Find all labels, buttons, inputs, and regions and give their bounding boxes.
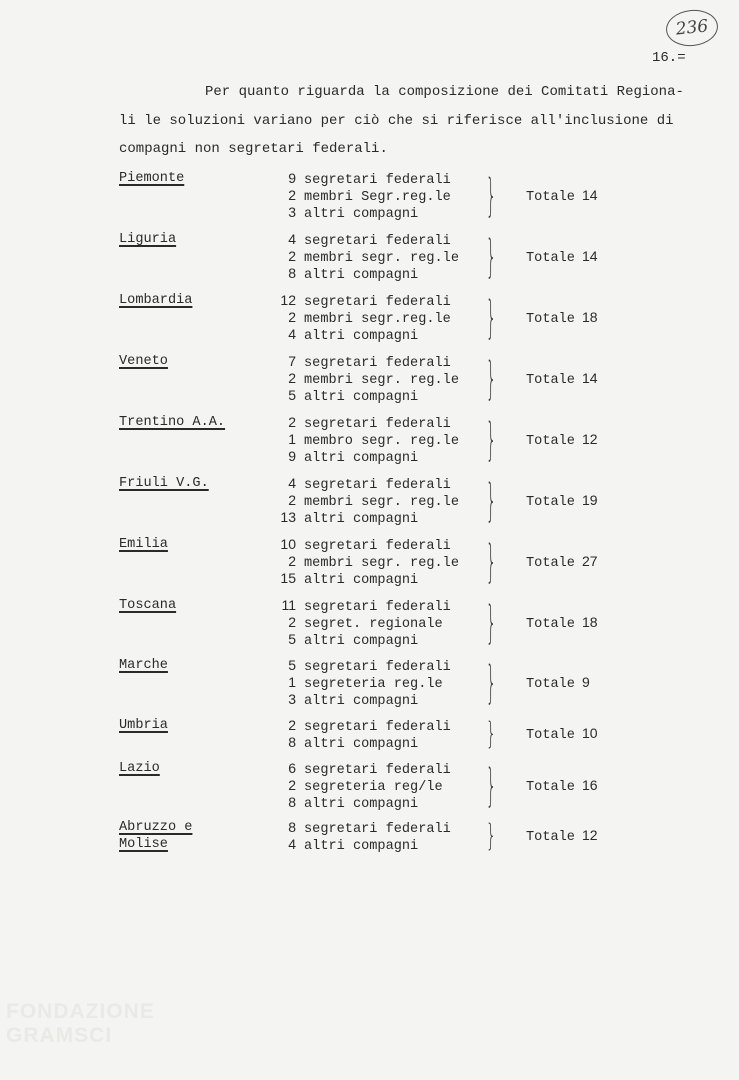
item-label: altri compagni — [304, 839, 419, 855]
item-label: segretari federali — [304, 720, 451, 735]
item-count: 12 — [280, 292, 296, 308]
item-line — [276, 691, 451, 708]
region-items — [276, 760, 451, 812]
region-items — [276, 819, 451, 853]
item-line — [276, 760, 451, 777]
region-name: Lombardia — [119, 293, 193, 308]
total-label: Totale — [526, 372, 575, 388]
region-row — [0, 536, 739, 590]
item-count: 2 — [288, 370, 296, 387]
intro-line: compagni non segretari federali. — [119, 141, 388, 157]
region-name: Veneto — [119, 354, 168, 369]
intro-line: li le soluzioni variano per ciò che si riferisce all'inclusione di — [119, 112, 674, 129]
item-line — [276, 187, 451, 204]
region-name: Marche — [119, 658, 168, 673]
total-value: 27 — [581, 552, 598, 569]
item-count: 2 — [288, 248, 296, 265]
region-total — [526, 309, 598, 327]
item-line — [276, 657, 451, 674]
watermark-line: FONDAZIONE — [6, 1000, 155, 1023]
brace-icon: } — [486, 290, 497, 344]
brace-icon: } — [486, 655, 497, 709]
item-line — [276, 326, 451, 343]
item-count: 2 — [288, 492, 296, 509]
item-line — [276, 231, 459, 248]
item-line — [276, 387, 459, 404]
item-line — [276, 553, 459, 570]
item-label: membri Segr.reg.le — [304, 190, 451, 206]
region-total — [526, 827, 598, 845]
region-name: Friuli V.G. — [119, 476, 209, 491]
item-label: segretari federali — [304, 600, 451, 615]
region-row — [0, 353, 739, 407]
item-label: altri compagni — [304, 207, 419, 223]
item-count: 2 — [288, 614, 296, 631]
brace-icon: } — [486, 817, 497, 853]
item-label: altri compagni — [304, 451, 419, 467]
item-line — [276, 597, 451, 614]
item-count: 9 — [288, 170, 296, 186]
page-number: 16.= — [652, 50, 686, 66]
region-row — [0, 292, 739, 346]
item-count: 8 — [288, 265, 296, 282]
intro-line: Per quanto riguarda la composizione dei Comitati Regiona- — [205, 84, 684, 100]
brace-icon: } — [486, 412, 497, 466]
intro-paragraph — [119, 78, 719, 164]
region-row — [0, 819, 739, 873]
item-count: 2 — [288, 777, 296, 794]
item-label: segretari federali — [304, 660, 451, 675]
region-name: Liguria — [119, 232, 177, 247]
region-total — [526, 553, 598, 571]
item-label: altri compagni — [304, 634, 419, 650]
region-total — [526, 187, 598, 205]
total-value: 12 — [581, 430, 598, 447]
item-line — [276, 819, 451, 836]
item-count: 2 — [288, 187, 296, 204]
total-value: 14 — [581, 247, 598, 264]
item-line — [276, 614, 451, 631]
region-total — [526, 431, 598, 449]
item-count: 6 — [288, 760, 296, 776]
watermark-logo — [6, 1000, 155, 1048]
region-row — [0, 475, 739, 529]
total-label: Totale — [526, 728, 575, 744]
region-row — [0, 170, 739, 224]
region-items — [276, 475, 459, 527]
watermark-line: GRAMSCI — [6, 1024, 113, 1047]
item-count: 2 — [288, 309, 296, 326]
brace-icon: } — [486, 168, 497, 222]
region-name: Umbria — [119, 718, 168, 733]
item-line — [276, 475, 459, 492]
region-total — [526, 248, 598, 266]
region-name: Toscana — [119, 598, 177, 613]
region-total — [526, 777, 598, 795]
item-line — [276, 204, 451, 221]
total-label: Totale — [526, 676, 575, 692]
item-count: 8 — [288, 794, 296, 811]
item-count: 9 — [288, 448, 296, 465]
item-line — [276, 414, 459, 431]
item-count: 2 — [288, 553, 296, 570]
region-items — [276, 353, 459, 405]
item-label: altri compagni — [304, 390, 419, 406]
item-count: 13 — [280, 509, 296, 526]
item-line — [276, 674, 451, 691]
item-count: 5 — [288, 631, 296, 648]
region-total — [526, 674, 590, 692]
total-label: Totale — [526, 616, 575, 632]
item-count: 15 — [280, 570, 296, 587]
region-row — [0, 231, 739, 285]
item-line — [276, 509, 459, 526]
total-label: Totale — [526, 555, 575, 571]
item-count: 11 — [281, 597, 296, 613]
total-value: 19 — [581, 491, 598, 508]
item-label: altri compagni — [304, 512, 419, 528]
item-label: segretari federali — [304, 822, 451, 837]
item-count: 8 — [288, 734, 296, 751]
item-line — [276, 265, 459, 282]
brace-icon: } — [486, 715, 497, 751]
item-line — [276, 292, 451, 309]
total-label: Totale — [526, 779, 575, 795]
item-label: membri segr. reg.le — [304, 373, 459, 389]
item-count: 3 — [288, 204, 296, 221]
region-items — [276, 597, 451, 649]
item-label: membri segr. reg.le — [304, 251, 459, 267]
item-label: membro segr. reg.le — [304, 434, 459, 450]
total-value: 14 — [581, 369, 598, 386]
total-value: 14 — [581, 186, 598, 203]
brace-icon: } — [486, 534, 497, 588]
total-value: 16 — [581, 776, 598, 793]
item-label: altri compagni — [304, 268, 419, 284]
region-name: Abruzzo e Molise — [119, 820, 193, 853]
region-name: Trentino A.A. — [119, 415, 226, 430]
total-label: Totale — [526, 250, 575, 266]
item-count: 3 — [288, 691, 296, 708]
region-total — [526, 370, 598, 388]
item-label: segretari federali — [304, 478, 451, 493]
item-line — [276, 353, 459, 370]
total-label: Totale — [526, 189, 575, 205]
item-line — [276, 836, 451, 853]
total-value: 12 — [581, 827, 598, 844]
item-label: membri segr. reg.le — [304, 556, 459, 572]
item-line — [276, 536, 459, 553]
item-line — [276, 309, 451, 326]
item-count: 4 — [288, 475, 296, 491]
item-count: 2 — [288, 414, 296, 430]
region-name: Emilia — [119, 537, 168, 552]
total-label: Totale — [526, 494, 575, 510]
item-line — [276, 492, 459, 509]
total-value: 10 — [581, 725, 598, 742]
region-row — [0, 760, 739, 814]
region-row — [0, 657, 739, 711]
item-label: segretari federali — [304, 234, 451, 249]
item-line — [276, 170, 451, 187]
total-label: Totale — [526, 311, 575, 327]
item-line — [276, 777, 451, 794]
brace-icon: } — [486, 473, 497, 527]
region-items — [276, 657, 451, 709]
item-label: membri segr.reg.le — [304, 312, 451, 328]
item-line — [276, 631, 451, 648]
item-label: segretari federali — [304, 417, 451, 432]
brace-icon: } — [486, 595, 497, 649]
region-row — [0, 414, 739, 468]
region-total — [526, 492, 598, 510]
region-items — [276, 170, 451, 222]
brace-icon: } — [486, 229, 497, 283]
total-label: Totale — [526, 433, 575, 449]
item-label: segretari federali — [304, 763, 451, 778]
brace-icon: } — [486, 351, 497, 405]
total-value: 18 — [581, 613, 598, 630]
item-label: segreteria reg/le — [304, 780, 443, 796]
item-line — [276, 734, 451, 751]
item-count: 8 — [288, 819, 296, 835]
item-count: 1 — [288, 431, 296, 448]
region-total — [526, 614, 598, 632]
item-line — [276, 794, 451, 811]
item-line — [276, 248, 459, 265]
item-count: 4 — [288, 231, 296, 247]
item-label: membri segr. reg.le — [304, 495, 459, 511]
region-items — [276, 414, 459, 466]
region-total — [526, 725, 598, 743]
brace-icon: } — [486, 758, 497, 812]
item-count: 4 — [288, 326, 296, 343]
item-line — [276, 448, 459, 465]
item-count: 2 — [288, 717, 296, 733]
archive-stamp: 236 — [664, 7, 719, 48]
region-name: Piemonte — [119, 171, 185, 186]
region-items — [276, 292, 451, 344]
total-value: 9 — [581, 673, 590, 690]
item-line — [276, 570, 459, 587]
item-line — [276, 431, 459, 448]
item-count: 5 — [288, 657, 296, 673]
item-label: segretari federali — [304, 539, 451, 554]
item-label: segret. regionale — [304, 617, 443, 633]
region-name: Lazio — [119, 761, 160, 776]
item-label: altri compagni — [304, 797, 419, 813]
item-label: altri compagni — [304, 737, 419, 753]
item-label: segretari federali — [304, 356, 451, 371]
item-label: segretari federali — [304, 173, 451, 188]
region-items — [276, 717, 451, 751]
item-count: 1 — [288, 674, 296, 691]
region-items — [276, 231, 459, 283]
item-count: 5 — [288, 387, 296, 404]
item-label: altri compagni — [304, 694, 419, 710]
item-label: segreteria reg.le — [304, 677, 443, 693]
item-label: altri compagni — [304, 573, 419, 589]
item-label: altri compagni — [304, 329, 419, 345]
item-count: 10 — [280, 536, 296, 552]
region-row — [0, 597, 739, 651]
item-count: 4 — [288, 836, 296, 853]
item-count: 7 — [288, 353, 296, 369]
total-label: Totale — [526, 830, 575, 846]
region-items — [276, 536, 459, 588]
item-line — [276, 370, 459, 387]
total-value: 18 — [581, 308, 598, 325]
item-line — [276, 717, 451, 734]
item-label: segretari federali — [304, 295, 451, 310]
